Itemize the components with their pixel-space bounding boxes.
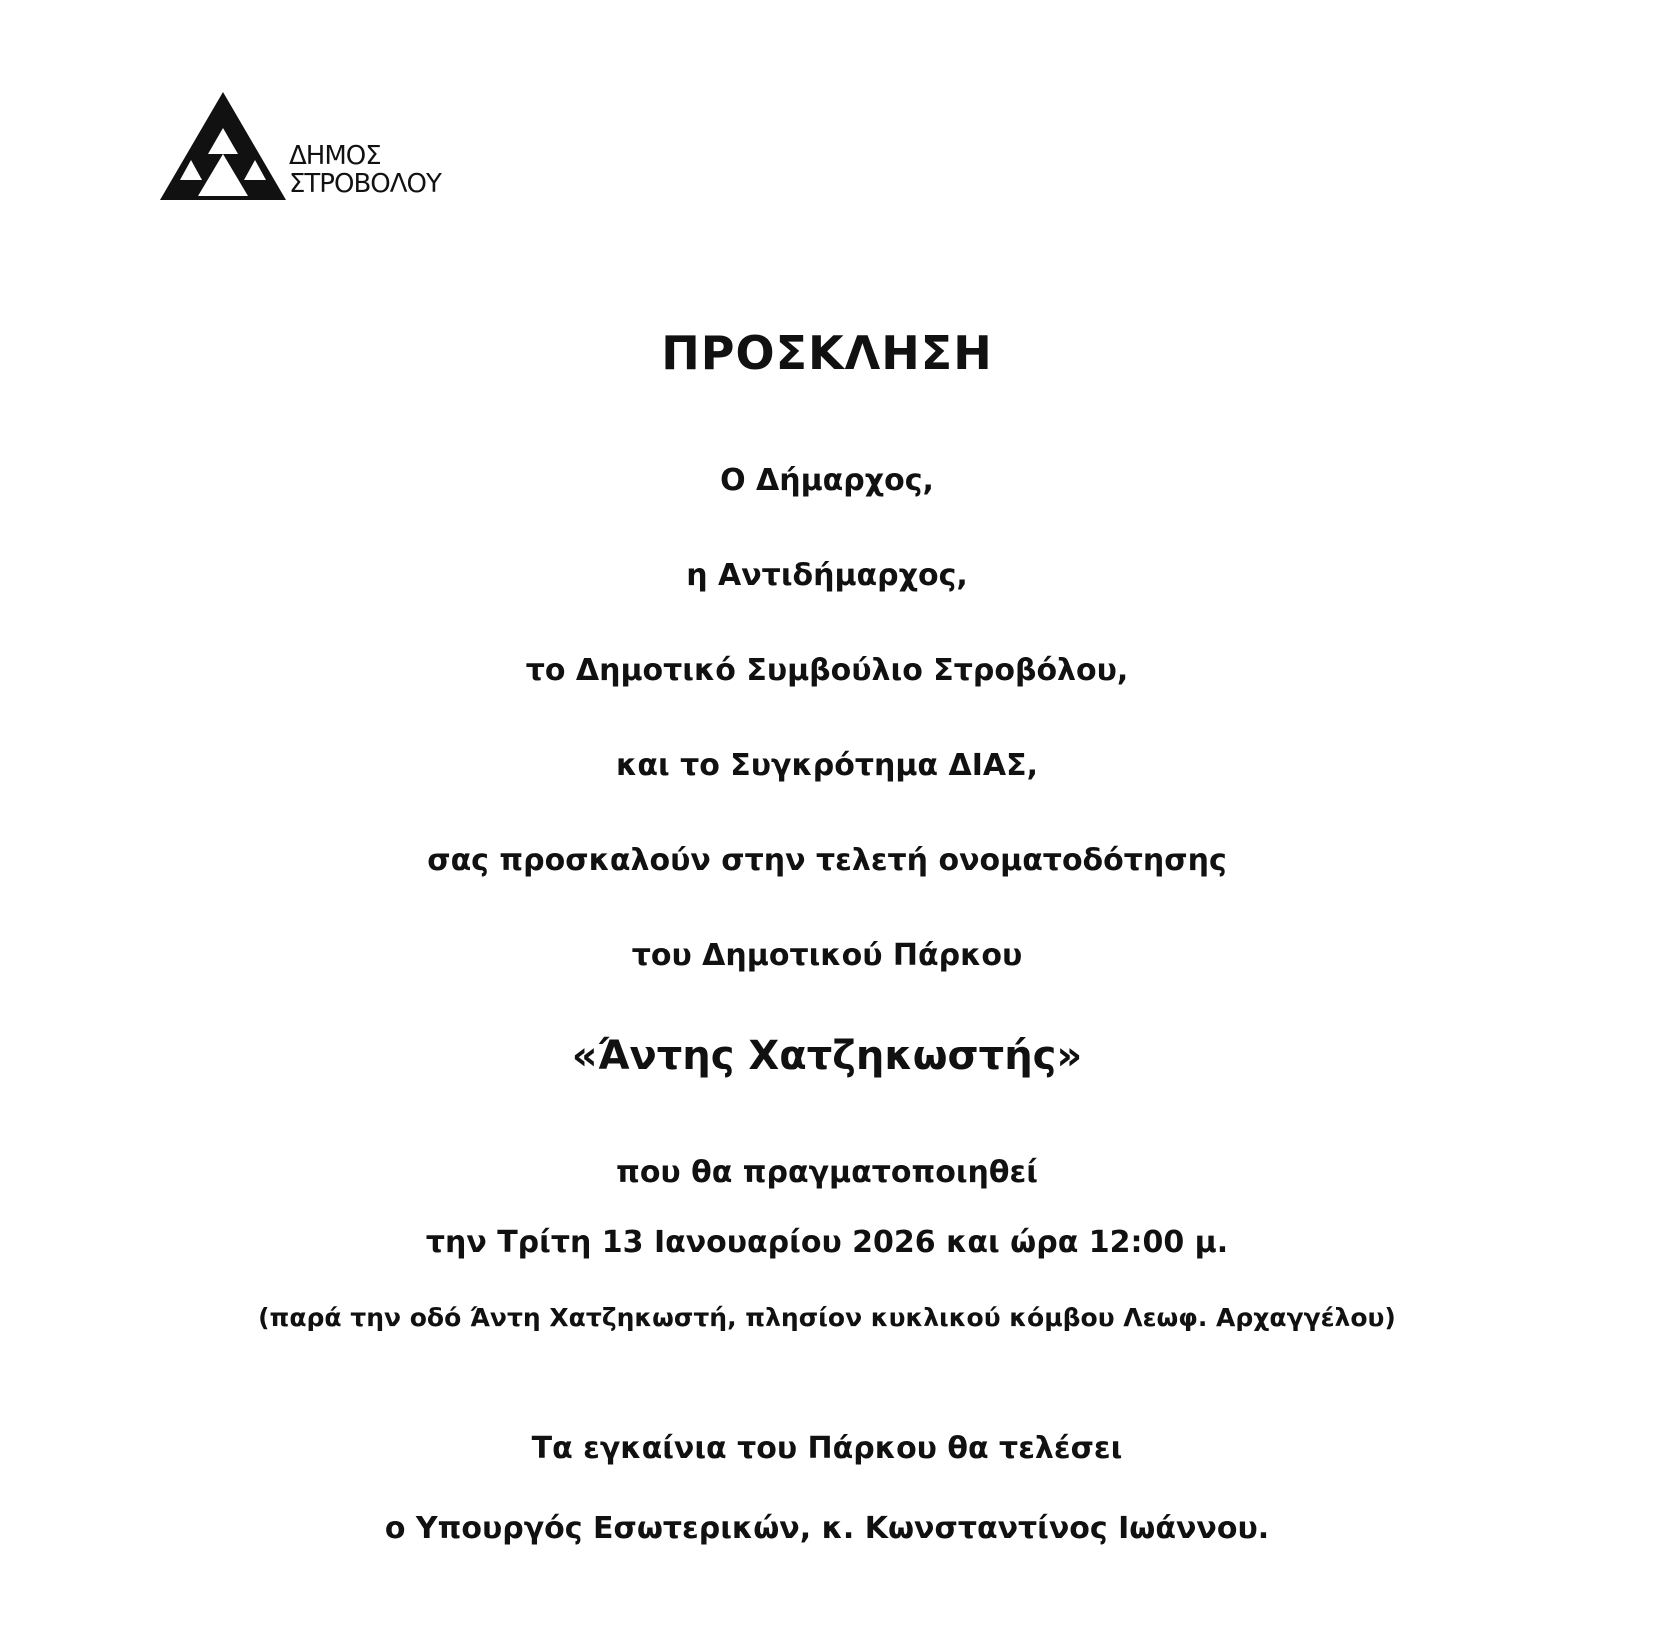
host-line-council: το Δημοτικό Συμβούλιο Στροβόλου,	[525, 653, 1129, 688]
inauguration-line-1: Τα εγκαίνια του Πάρκου θα τελέσει	[531, 1431, 1123, 1466]
date-time: την Τρίτη 13 Ιανουαρίου 2026 και ώρα 12:00 μ.	[425, 1225, 1229, 1260]
host-line-deputy-mayor: η Αντιδήμαρχος,	[686, 558, 968, 593]
park-name: «Άντης Χατζηκωστής»	[571, 1033, 1083, 1079]
triangle-logo-icon	[158, 90, 288, 202]
municipality-logo	[158, 90, 478, 202]
logo-line-1: ΔΗΜΟΣ	[289, 141, 381, 171]
invite-line: σας προσκαλούν στην τελετή ονοματοδότησης	[427, 843, 1227, 878]
location-note: (παρά την οδό Άντη Χατζηκωστή, πλησίον κυκλικού κόμβου Λεωφ. Αρχαγγέλου)	[258, 1303, 1396, 1332]
logo-text	[289, 142, 441, 198]
event-line: που θα πραγματοποιηθεί	[616, 1155, 1038, 1190]
inauguration-line-2: ο Υπουργός Εσωτερικών, κ. Κωνσταντίνος Ιωάννου.	[384, 1511, 1270, 1546]
host-line-mayor: Ο Δήμαρχος,	[720, 463, 934, 498]
park-line: του Δημοτικού Πάρκου	[631, 938, 1023, 973]
host-line-group: και το Συγκρότημα ΔΙΑΣ,	[616, 748, 1038, 783]
invitation-title: ΠΡΟΣΚΛΗΣΗ	[661, 326, 993, 380]
logo-line-2: ΣΤΡΟΒΟΛΟΥ	[289, 169, 441, 199]
